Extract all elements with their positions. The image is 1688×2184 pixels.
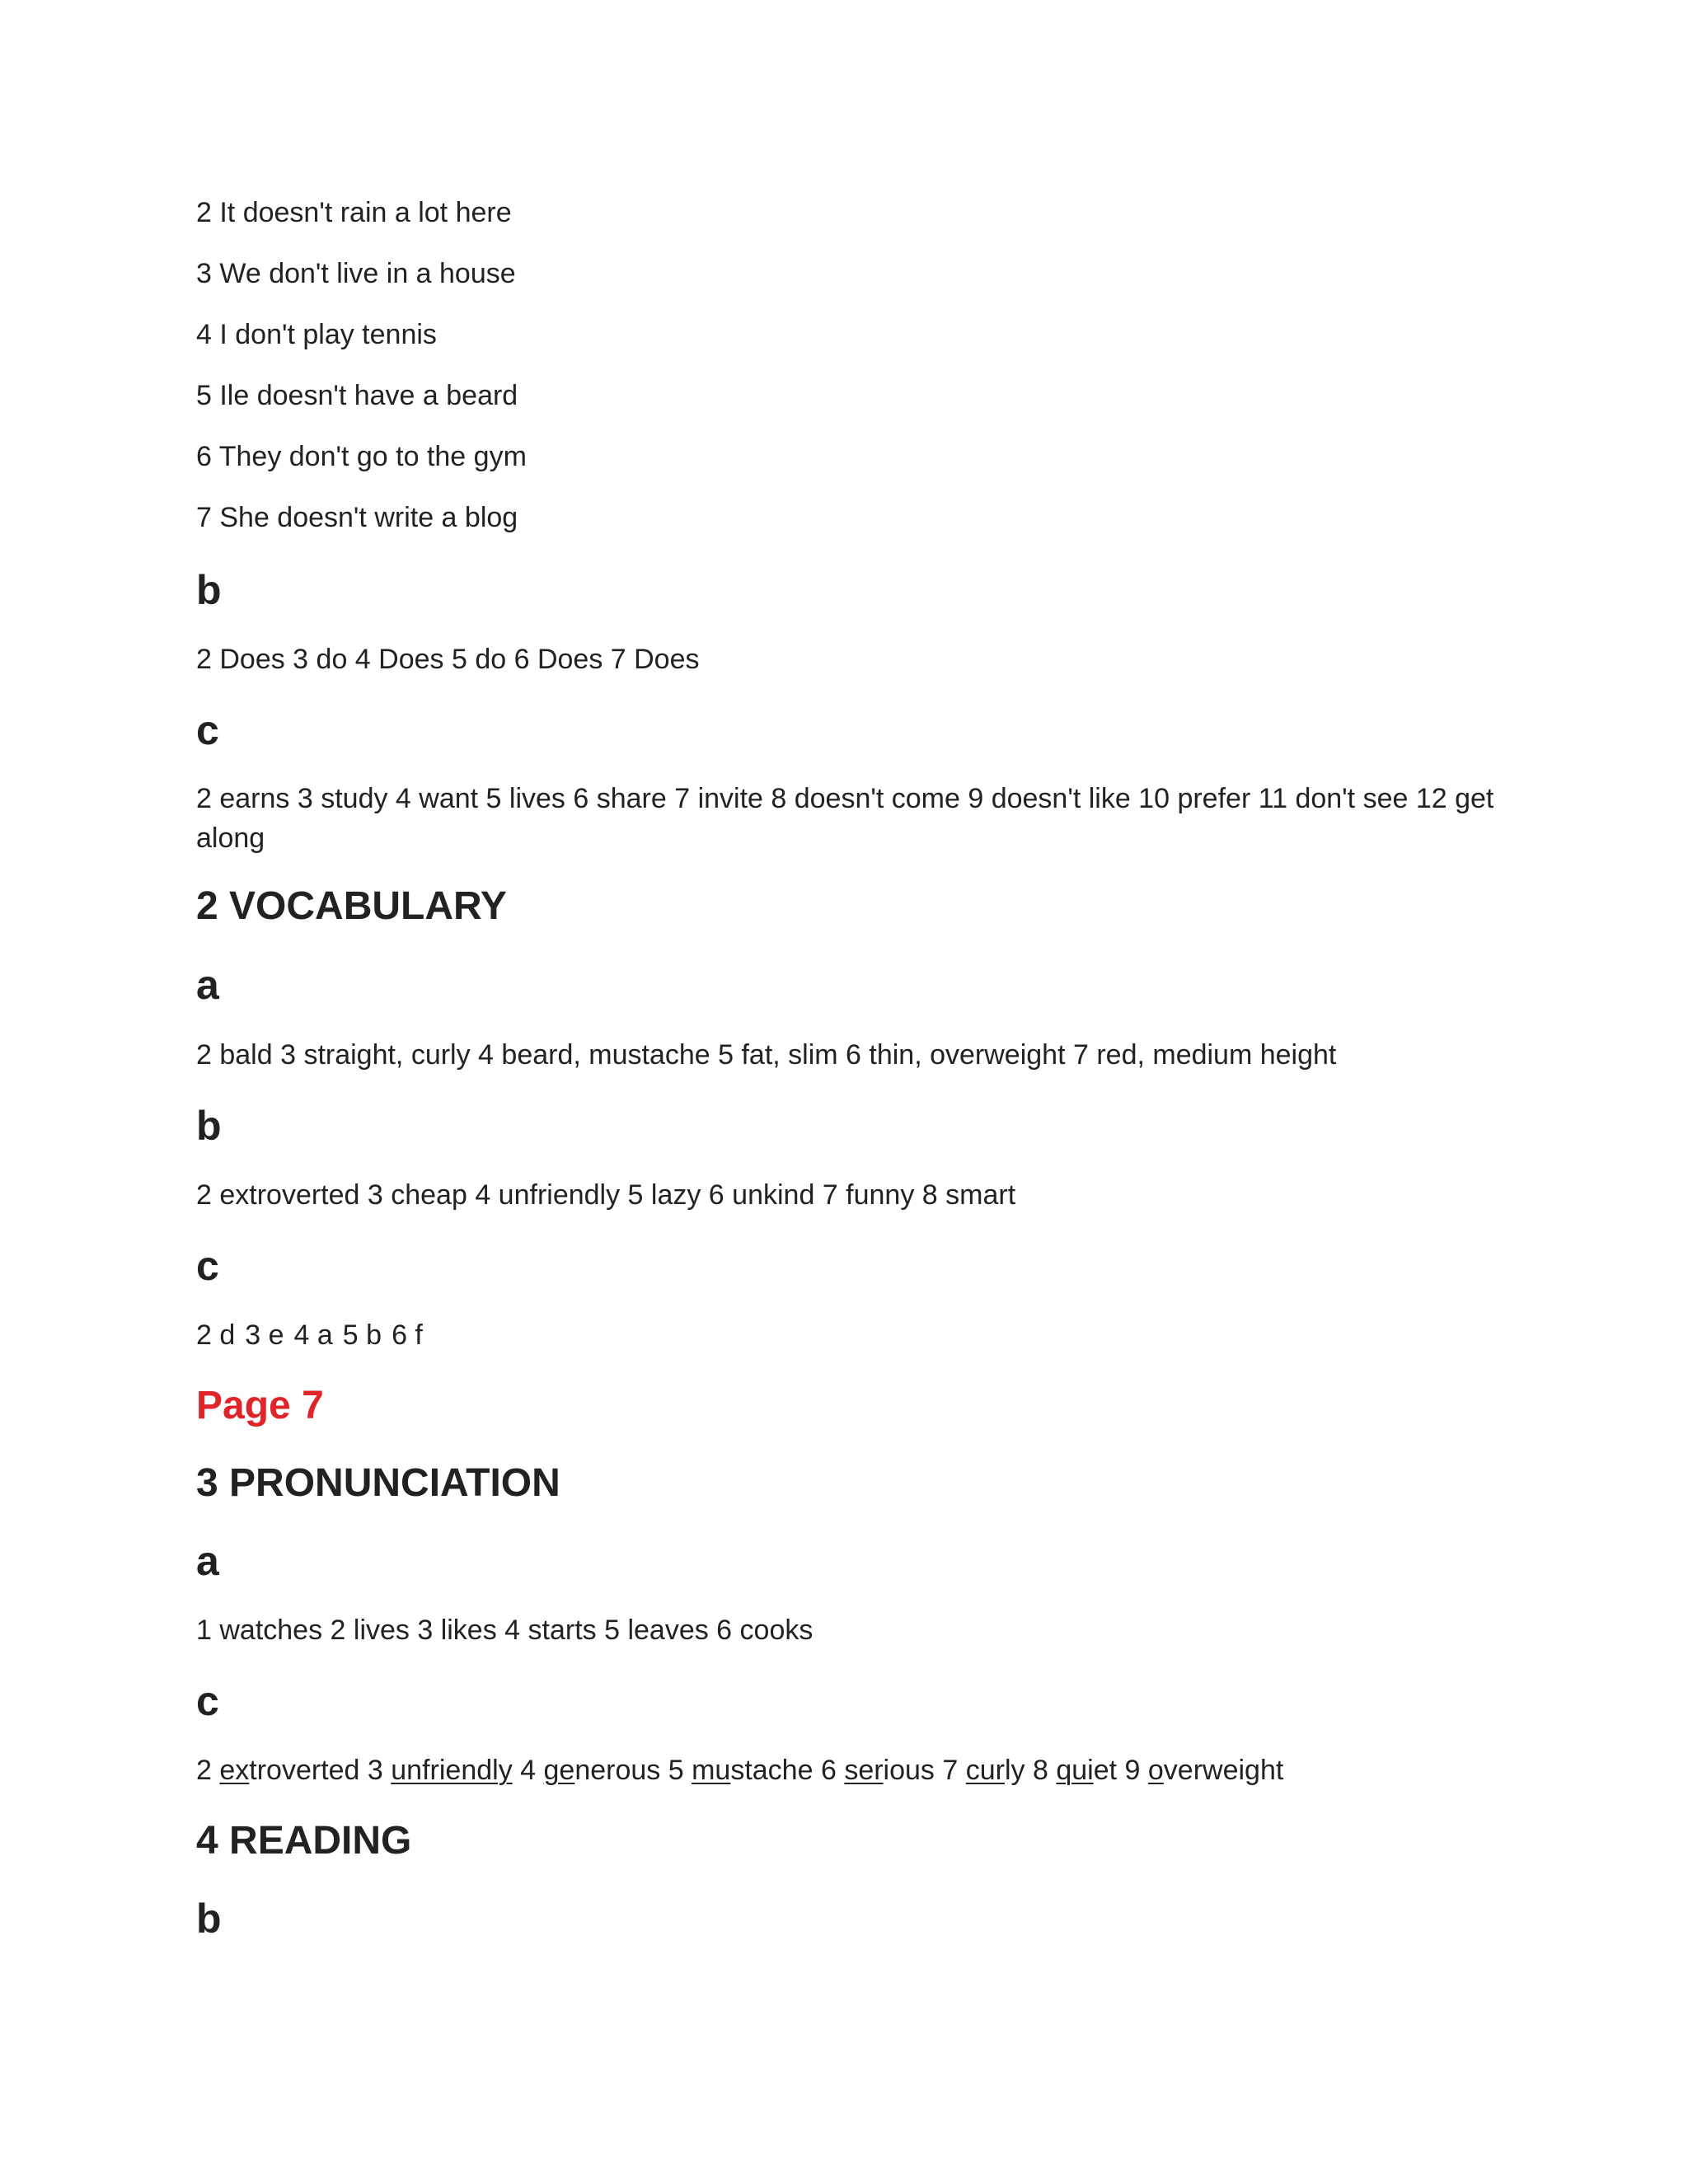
vocabulary-label-a: a	[196, 962, 219, 1008]
match-answer: 5 b	[342, 1319, 382, 1351]
stress-segment: 4	[512, 1755, 544, 1786]
stress-segment: et 9	[1093, 1755, 1148, 1786]
reading-label-b: b	[196, 1896, 222, 1942]
section-label-b: b	[196, 567, 222, 613]
answer-line-7: 7 She doesn't write a blog	[196, 502, 518, 533]
stress-segment: troverted 3	[249, 1755, 392, 1786]
vocabulary-c-answers	[196, 1315, 423, 1355]
stress-segment: 2	[196, 1755, 220, 1786]
stressed-syllable: ex	[219, 1755, 250, 1786]
answer-line-5: 5 Ile doesn't have a beard	[196, 380, 518, 411]
pronunciation-label-a: a	[196, 1538, 219, 1584]
stress-segment: ious 7	[883, 1755, 966, 1786]
stressed-syllable: ser	[844, 1755, 884, 1786]
stress-segment: stache 6	[730, 1755, 845, 1786]
reading-heading: 4 READING	[196, 1819, 412, 1863]
stressed-syllable: ge	[543, 1755, 575, 1786]
match-answer: 6 f	[392, 1319, 423, 1351]
pronunciation-heading: 3 PRONUNCIATION	[196, 1461, 560, 1505]
vocabulary-label-b: b	[196, 1103, 222, 1149]
stressed-syllable: qui	[1056, 1755, 1094, 1786]
section-label-c: c	[196, 707, 219, 753]
grammar-c-answers: 2 earns 3 study 4 want 5 lives 6 share 7 invite 8 doesn't come 9 doesn't like 10 prefer 11 don't see 12 get along	[196, 783, 1494, 854]
match-answer: 3 e	[245, 1319, 284, 1351]
stressed-syllable: cur	[965, 1755, 1005, 1786]
answer-line-4: 4 I don't play tennis	[196, 319, 437, 350]
stressed-syllable: o	[1147, 1755, 1164, 1786]
stressed-syllable: unfriendly	[391, 1755, 513, 1786]
pronunciation-a-answers: 1 watches 2 lives 3 likes 4 starts 5 leaves 6 cooks	[196, 1615, 814, 1646]
stressed-syllable: mu	[692, 1755, 731, 1786]
grammar-b-answers: 2 Does 3 do 4 Does 5 do 6 Does 7 Does	[196, 644, 700, 675]
pronunciation-label-c: c	[196, 1678, 219, 1724]
vocabulary-label-c: c	[196, 1243, 219, 1289]
stress-segment: verweight	[1163, 1755, 1284, 1786]
vocabulary-a-answers: 2 bald 3 straight, curly 4 beard, mustache 5 fat, slim 6 thin, overweight 7 red, medium height	[196, 1039, 1337, 1071]
match-answer: 4 a	[293, 1319, 333, 1351]
answer-line-3: 3 We don't live in a house	[196, 258, 516, 289]
page-marker: Page 7	[196, 1384, 324, 1427]
pronunciation-c-answers	[196, 1750, 1283, 1790]
stress-segment: nerous 5	[574, 1755, 692, 1786]
match-answer: 2 d	[196, 1319, 236, 1351]
answer-line-6: 6 They don't go to the gym	[196, 441, 527, 472]
vocabulary-heading: 2 VOCABULARY	[196, 884, 507, 928]
vocabulary-b-answers: 2 extroverted 3 cheap 4 unfriendly 5 lazy 6 unkind 7 funny 8 smart	[196, 1179, 1016, 1211]
answer-line-2: 2 It doesn't rain a lot here	[196, 197, 512, 228]
stress-segment: ly 8	[1004, 1755, 1057, 1786]
